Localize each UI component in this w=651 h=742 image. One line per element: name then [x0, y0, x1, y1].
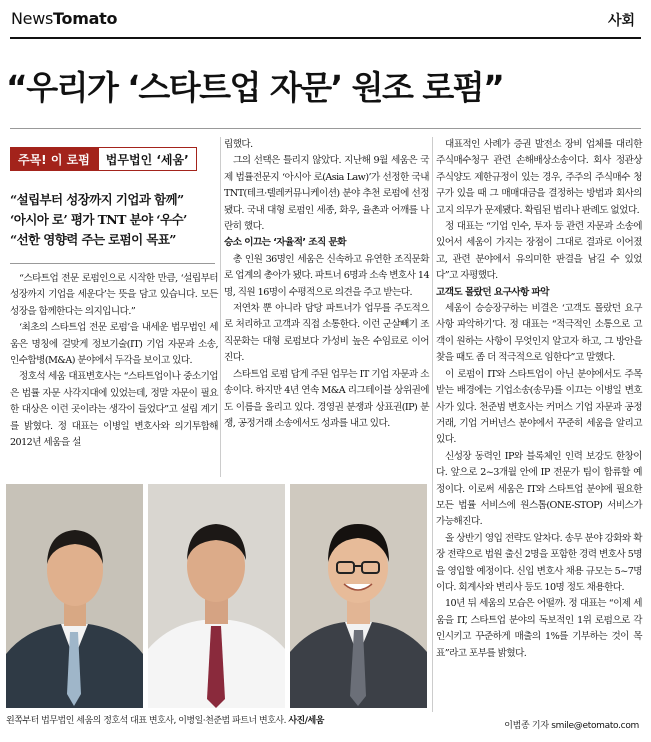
series-tag — [10, 147, 197, 171]
brand-part1: News — [11, 9, 54, 28]
masthead — [0, 0, 651, 40]
portrait-photo-3[interactable] — [290, 484, 427, 708]
caption-text: 왼쪽부터 법무법인 세움의 정호석 대표 변호사, 이병일·천준범 파트너 변호사. — [6, 716, 289, 726]
photo-caption — [6, 713, 324, 726]
body-column-3 — [436, 137, 642, 662]
brand-logo[interactable] — [11, 9, 117, 28]
tag-firm: 법무법인 ‘세움’ — [98, 147, 197, 171]
subheadline-1: “설립부터 성장까지 기업과 함께” — [10, 192, 184, 207]
paragraph: 립했다. — [224, 139, 253, 150]
byline: 이범종 기자 smile@etomato.com — [504, 721, 639, 731]
section-label: 사회 — [607, 13, 635, 29]
brand-part2: Tomato — [53, 9, 118, 28]
portrait-photo-2[interactable] — [148, 484, 285, 708]
subheadlines — [10, 190, 215, 250]
section-subheading: 승소 이끄는 ‘자율적’ 조직 문화 — [224, 237, 346, 249]
paragraph: 신성장 동력인 IP와 블록체인 인력 보강도 한창이다. 앞으로 2~3개월 안에 IP 전문가 팀이 합류할 예정이다. 이로써 세움은 IT와 스타트업 분야에 필요한 모든 법률 서비스에 원스톱(ONE-STOP) 서비스가 가능해진다. — [436, 450, 642, 528]
paragraph: 대표적인 사례가 증권 발전소 장비 업체를 대리한 주식매수청구 관련 손해배상소송이다. 회사 정관상 주식양도 제한규정이 있는 경우, 주주의 주식매수 청구가 있을 때 그 매매대금을 결정하는 방법과 회사의 고지 의무가 문제됐다. 확립된 법리나 판례도 없었다. — [436, 139, 642, 216]
portrait-photo-1[interactable] — [6, 484, 143, 708]
paragraph: 올 상반기 영입 전략도 알차다. 송무 분야 강화와 확장 전략으로 법원 출신 2명을 포함한 경력 변호사 5명을 영입할 예정이다. 신입 변호사 채용 규모는 5~7명이다. 회계사와 변리사 등도 10명 정도 채용한다. — [436, 532, 642, 593]
paragraph: “스타트업 전문 로펌인으로 시작한 만큼, ‘설립부터 성장까지 기업을 세운다’는 뜻을 담고 있습니다. 모든 성장을 함께한다는 의지입니다.” — [10, 273, 218, 317]
section-subheading: 고객도 몰랐던 요구사항 파악 — [436, 286, 549, 298]
body-column-1 — [10, 271, 218, 451]
subheadline-2: ‘아시아 로’ 평가 TNT 분야 ‘우수’ — [10, 212, 187, 227]
headline-rule — [10, 128, 641, 129]
photo-credit: 사진/세움 — [288, 716, 324, 726]
paragraph: 이 로펌이 IT와 스타트업이 아닌 분야에서도 주목받는 배경에는 기업소송(송무)를 이끄는 이병일 변호사가 있다. 천준범 변호사는 커머스 기업 자문과 공정거래, 기업 거버넌스 분야에서 꾸준히 세움을 알리고 있다. — [436, 368, 642, 446]
paragraph: 총 인원 36명인 세움은 신속하고 유연한 조직문화로 업계의 총아가 됐다. 파트너 6명과 소속 변호사 14명, 직원 16명이 수평적으로 의견을 주고 받는다. — [224, 253, 429, 298]
paragraph: 10년 뒤 세움의 모습은 어떨까. 정 대표는 “이제 세움을 IT, 스타트업 분야의 독보적인 1위 로펌으로 각인시키고 꾸준하게 매출의 1%를 기부하는 것이 목표”라고 포부를 밝혔다. — [436, 598, 642, 659]
paragraph: 그의 선택은 틀리지 않았다. 지난해 9월 세움은 국제 법률전문지 ‘아시아 로(Asia Law)’가 선정한 국내 TNT(테크·텔레커뮤니케이션) 분야 추천 로펌에 선정됐다. 국내 대형 로펌인 세종, 화우, 율촌과 어깨를 나란히 했다. — [224, 155, 429, 233]
paragraph: 저연차 뿐 아니라 담당 파트너가 업무를 주도적으로 처리하고 고객과 직접 소통한다. 이런 군살빼기 조직문화는 대형 로펌보다 가성비 높은 수임료로 이어진다. — [224, 303, 429, 364]
tag-label: 주목! 이 로펌 — [10, 147, 98, 171]
paragraph: 정 대표는 “기업 인수, 투자 등 관련 자문과 소송에 있어서 세움이 가지는 장점이 그대로 결과로 이어졌고, 관련 분야에서 유의미한 판결을 남길 수 있었다”고 자평했다. — [436, 221, 642, 282]
subhead-rule — [10, 263, 215, 264]
paragraph: 세움이 승승장구하는 비결은 ‘고객도 몰랐던 요구사항 파악하기’다. 정 대표는 “적극적인 소통으로 고객이 원하는 사항이 무엇인지 알고자 하고, 그 방안을 찾을 때도 좀 더 적극적으로 임한다”고 말했다. — [436, 303, 642, 364]
photo-strip — [6, 484, 427, 708]
column-divider — [432, 137, 433, 712]
paragraph: 스타트업 로펌 답게 주된 업무는 IT 기업 자문과 소송이다. 하지만 4년 연속 M&A 리그테이블 상위권에도 이름을 올리고 있다. 경영권 분쟁과 상표권(IP) 분쟁, 공정거래 소송에서도 성과를 내고 있다. — [224, 368, 429, 429]
top-rule — [10, 37, 641, 39]
headline: “우리가 ‘스타트업 자문’ 원조 로펌” — [6, 68, 504, 107]
body-column-2 — [224, 137, 429, 432]
paragraph: ‘최초의 스타트업 전문 로펌’을 내세운 법무법인 세움은 명칭에 걸맞게 정보기술(IT) 기업 자문과 소송, 인수합병(M&A) 분야에서 두각을 보이고 있다. — [10, 322, 218, 367]
subheadline-3: “선한 영향력 주는 로펌이 목표” — [10, 232, 176, 247]
paragraph: 정호석 세움 대표변호사는 “스타트업이나 중소기업은 법률 자문 사각지대에 있었는데, 정말 자문이 필요한 대상은 이런 곳이라는 생각이 들었다”고 설립 계기를 밝혔다. 정 대표는 이병일 변호사와 의기투합해 2012년 세움을 설 — [10, 371, 218, 449]
column-divider — [220, 137, 221, 477]
